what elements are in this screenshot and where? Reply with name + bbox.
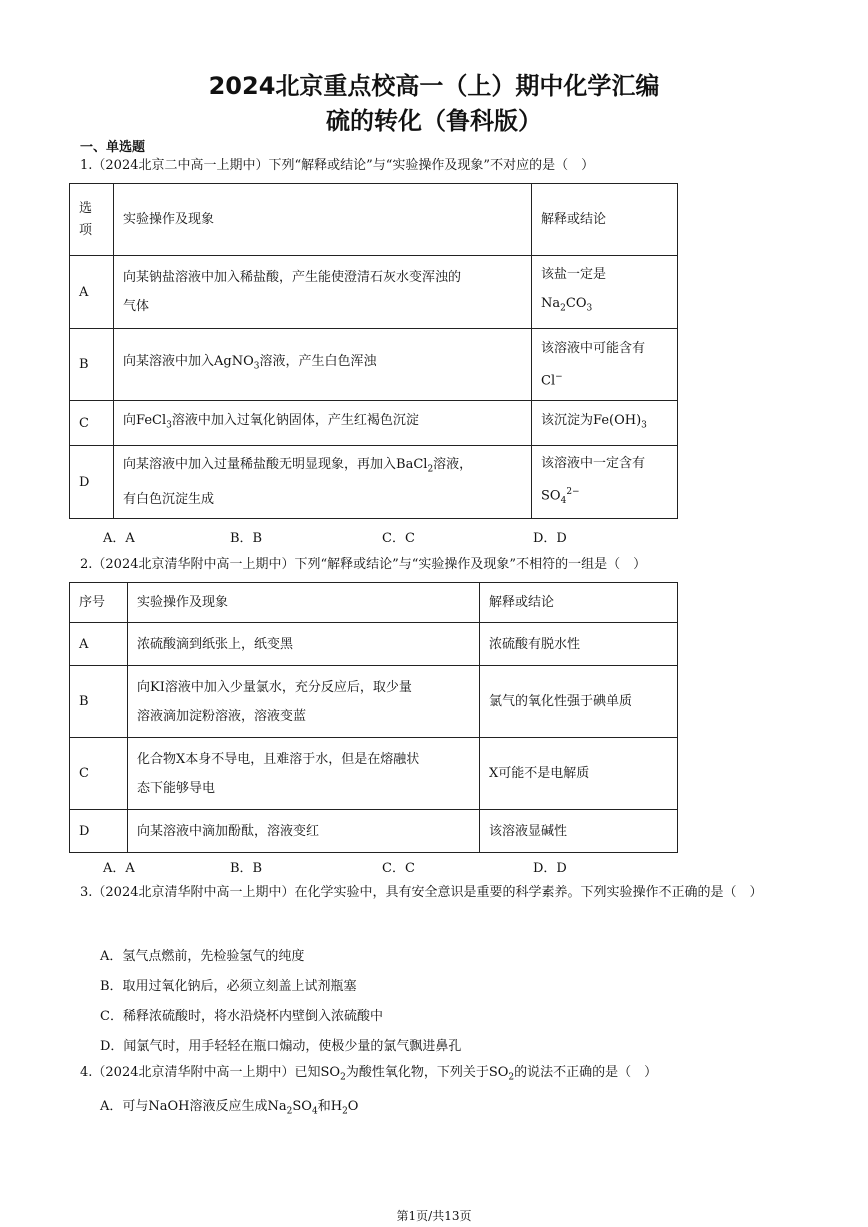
- row-key: D: [70, 446, 114, 519]
- chem-subscript: 2: [286, 1106, 293, 1117]
- table-header-row: [70, 184, 678, 256]
- chem-subscript: 3: [586, 303, 593, 314]
- option-a[interactable]: A．A: [103, 861, 135, 876]
- header-conclusion: 解释或结论: [532, 184, 678, 256]
- option-d[interactable]: D．D: [533, 531, 567, 546]
- option-c[interactable]: C．C: [382, 861, 415, 876]
- option-b[interactable]: B．B: [230, 531, 263, 546]
- chem-formula: Na: [541, 296, 561, 312]
- row-operation: 化合物X本身不导电，且难溶于水，但是在熔融状: [137, 751, 420, 767]
- table-row: [70, 738, 678, 810]
- row-operation: 溶液，产生白色浑浊: [259, 354, 377, 370]
- chem-subscript: 2: [340, 1072, 346, 1083]
- table-row: [70, 810, 678, 853]
- row-conclusion: 氯气的氧化性强于碘单质: [480, 666, 678, 738]
- chem-subscript: 2: [427, 464, 434, 475]
- row-conclusion: 该溶液中一定含有: [541, 455, 646, 471]
- option-d[interactable]: D．D: [533, 861, 567, 876]
- table-row: [70, 623, 678, 666]
- chem-subscript: 4: [560, 495, 567, 506]
- table-row: [70, 329, 678, 401]
- row-operation: 溶液中加入过氧化钠固体，产生红褐色沉淀: [171, 412, 419, 428]
- row-key: C: [70, 401, 114, 446]
- chem-formula: SO: [488, 1065, 509, 1080]
- row-conclusion: 该溶液显碱性: [480, 810, 678, 853]
- stem-text: 为酸性氧化物，下列关于: [345, 1065, 489, 1080]
- row-conclusion: X可能不是电解质: [480, 738, 678, 810]
- option-a[interactable]: [100, 1095, 358, 1117]
- section-heading: 一、单选题: [80, 140, 146, 155]
- row-conclusion: 该沉淀为: [541, 412, 594, 428]
- header-operation: 实验操作及现象: [128, 583, 480, 623]
- chem-formula: CO: [565, 296, 587, 312]
- option-b[interactable]: B．B: [230, 861, 263, 876]
- option-text: A．可与NaOH溶液反应生成: [100, 1099, 268, 1114]
- question-2-stem: 2.（2024北京清华附中高一上期中）下列“解释或结论”与“实验操作及现象”不相符的一组是（ ）: [80, 557, 647, 572]
- chem-formula: Cl: [541, 373, 556, 389]
- row-conclusion: 该盐一定是: [541, 267, 607, 283]
- header-option: 选: [79, 200, 93, 216]
- stem-text: 的说法不正确的是（ ）: [514, 1065, 658, 1080]
- row-key: B: [70, 329, 114, 401]
- table-header-row: [70, 583, 678, 623]
- table-row: [70, 446, 678, 519]
- chem-formula: Na: [267, 1099, 287, 1114]
- row-operation: 向KI溶液中加入少量氯水，充分反应后，取少量: [137, 679, 412, 695]
- row-operation: 气体: [123, 299, 150, 314]
- header-number: 序号: [70, 583, 128, 623]
- chem-formula: O: [347, 1099, 359, 1114]
- chem-formula: FeCl: [136, 412, 167, 428]
- option-text: 和: [317, 1099, 331, 1114]
- option-c[interactable]: C．稀释浓硫酸时，将水沿烧杯内壁倒入浓硫酸中: [100, 1009, 383, 1024]
- option-a[interactable]: A．氢气点燃前，先检验氢气的纯度: [100, 949, 305, 964]
- row-key: C: [70, 738, 128, 810]
- row-operation: 浓硫酸滴到纸张上，纸变黑: [128, 623, 480, 666]
- chem-subscript: 2: [560, 303, 566, 314]
- row-operation: 向: [123, 412, 137, 428]
- question-1-stem: 1.（2024北京二中高一上期中）下列“解释或结论”与“实验操作及现象”不对应的是（ ）: [80, 158, 595, 173]
- row-operation: 向某钠盐溶液中加入稀盐酸，产生能使澄清石灰水变浑浊的: [123, 270, 462, 285]
- chem-subscript: 3: [641, 420, 647, 431]
- row-operation: 向某溶液中滴加酚酞，溶液变红: [128, 810, 480, 853]
- page-footer: 第1页/共13页: [396, 1209, 472, 1223]
- stem-text: 4.（2024北京清华附中高一上期中）已知: [80, 1065, 321, 1080]
- chem-formula: BaCl: [396, 457, 428, 473]
- chem-subscript: 3: [166, 420, 172, 431]
- question-2-table: [69, 582, 678, 853]
- row-conclusion: 该溶液中可能含有: [541, 340, 646, 356]
- header-conclusion: 解释或结论: [480, 583, 678, 623]
- chem-subscript: 2: [342, 1106, 348, 1117]
- chem-formula: SO: [320, 1065, 341, 1080]
- row-operation: 溶液滴加淀粉溶液，溶液变蓝: [137, 708, 307, 724]
- row-operation: 向某溶液中加入过量稀盐酸无明显现象，再加入: [123, 457, 397, 473]
- question-3-stem: 3.（2024北京清华附中高一上期中）在化学实验中，具有安全意识是重要的科学素养。下列实验操作不正确的是（ ）: [80, 885, 763, 900]
- row-key: B: [70, 666, 128, 738]
- chem-superscript: 2−: [566, 486, 580, 497]
- header-option: 项: [79, 222, 93, 238]
- table-row: [70, 256, 678, 329]
- chem-subscript: 4: [311, 1106, 318, 1117]
- chem-formula: AgNO: [214, 354, 254, 370]
- row-operation: 有白色沉淀生成: [123, 491, 215, 507]
- question-4-stem: [80, 1064, 657, 1087]
- chem-formula: Fe(OH): [593, 412, 642, 428]
- option-a[interactable]: A．A: [103, 531, 135, 546]
- chem-superscript: −: [555, 371, 563, 382]
- chem-formula: H: [330, 1099, 343, 1114]
- chem-formula: SO: [541, 487, 561, 503]
- question-1-table: [69, 183, 678, 519]
- header-operation: 实验操作及现象: [114, 184, 532, 256]
- row-key: D: [70, 810, 128, 853]
- row-operation: 态下能够导电: [137, 780, 216, 796]
- row-operation: 溶液，: [433, 457, 473, 473]
- row-key: A: [70, 256, 114, 329]
- document-subtitle: 硫的转化（鲁科版）: [326, 107, 542, 135]
- table-row: [70, 666, 678, 738]
- option-b[interactable]: B．取用过氧化钠后，必须立刻盖上试剂瓶塞: [100, 979, 357, 994]
- option-c[interactable]: C．C: [382, 531, 415, 546]
- chem-subscript: 2: [508, 1072, 515, 1083]
- option-d[interactable]: D．闻氯气时，用手轻轻在瓶口煽动，使极少量的氯气飘进鼻孔: [100, 1039, 462, 1054]
- row-key: A: [70, 623, 128, 666]
- table-row: [70, 401, 678, 446]
- row-operation: 向某溶液中加入: [123, 354, 215, 370]
- chem-subscript: 3: [253, 361, 260, 372]
- document-title: 2024北京重点校高一（上）期中化学汇编: [208, 72, 660, 100]
- chem-formula: SO: [292, 1099, 312, 1114]
- row-conclusion: 浓硫酸有脱水性: [480, 623, 678, 666]
